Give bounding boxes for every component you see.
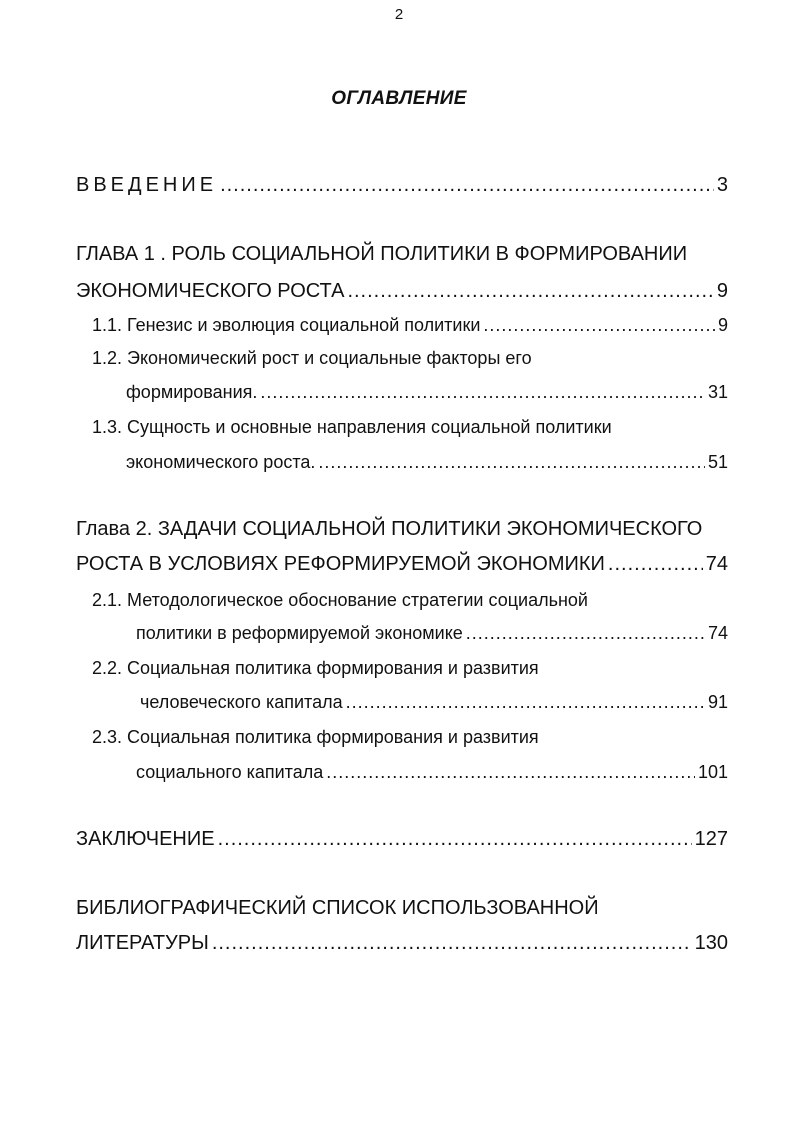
section-1-2-line1: 1.2. Экономический рост и социальные факторы его (92, 348, 532, 368)
toc-entry-section-2-1[interactable] (136, 621, 728, 645)
toc-entry-conclusion[interactable] (76, 827, 728, 851)
toc-page-number: 74 (707, 623, 728, 643)
leader-dots (220, 173, 714, 197)
toc-entry-text: экономического роста. (126, 452, 316, 472)
section-2-3-line1: 2.3. Социальная политика формирования и развития (92, 727, 539, 747)
toc-entry-intro[interactable] (76, 173, 728, 197)
toc-entry-text: РОСТА В УСЛОВИЯХ РЕФОРМИРУЕМОЙ ЭКОНОМИКИ (76, 553, 605, 575)
toc-entry-text: ЛИТЕРАТУРЫ (76, 932, 209, 954)
toc-entry-text: 1.1. Генезис и эволюция социальной политики (92, 315, 481, 335)
leader-dots (260, 380, 705, 404)
toc-entry-bibliography[interactable] (76, 931, 728, 955)
toc-entry-chapter2[interactable] (76, 552, 728, 576)
toc-entry-text: человеческого капитала (140, 692, 343, 712)
section-2-2-line1: 2.2. Социальная политика формирования и развития (92, 658, 539, 678)
toc-page-number: 101 (697, 762, 728, 782)
leader-dots (318, 450, 705, 474)
leader-dots (483, 313, 715, 337)
toc-entry-text: формирования. (126, 382, 258, 402)
leader-dots (346, 690, 705, 714)
leader-dots (608, 552, 703, 576)
chapter1-heading-line1: ГЛАВА 1 . РОЛЬ СОЦИАЛЬНОЙ ПОЛИТИКИ В ФОРМИРОВАНИИ (76, 243, 688, 265)
toc-entry-text: ВВЕДЕНИЕ (76, 174, 218, 196)
toc-entry-chapter1[interactable] (76, 279, 728, 303)
toc-page-number: 9 (716, 280, 728, 302)
toc-entry-section-2-2[interactable] (140, 690, 728, 714)
leader-dots (212, 931, 692, 955)
toc-page-number: 51 (707, 452, 728, 472)
leader-dots (347, 279, 713, 303)
toc-page-number: 31 (707, 382, 728, 402)
leader-dots (218, 827, 692, 851)
page-number: 2 (394, 6, 404, 23)
toc-entry-section-1-1[interactable] (92, 313, 728, 337)
toc-entry-section-1-3[interactable] (126, 450, 728, 474)
leader-dots (326, 760, 695, 784)
toc-entry-section-1-2[interactable] (126, 380, 728, 404)
toc-page-number: 91 (707, 692, 728, 712)
leader-dots (466, 621, 705, 645)
toc-page-number: 130 (694, 932, 728, 954)
toc-entry-text: ЭКОНОМИЧЕСКОГО РОСТА (76, 280, 345, 302)
bibliography-heading-line1: БИБЛИОГРАФИЧЕСКИЙ СПИСОК ИСПОЛЬЗОВАННОЙ (76, 897, 599, 919)
toc-title: ОГЛАВЛЕНИЕ (331, 88, 467, 109)
section-1-3-line1: 1.3. Сущность и основные направления социальной политики (92, 417, 612, 437)
toc-page-number: 3 (716, 174, 728, 196)
toc-page-number: 74 (705, 553, 728, 575)
toc-entry-text: ЗАКЛЮЧЕНИЕ (76, 828, 215, 850)
toc-entry-text: политики в реформируемой экономике (136, 623, 463, 643)
toc-page-number: 9 (717, 315, 728, 335)
toc-page-number: 127 (694, 828, 728, 850)
toc-entry-text: социального капитала (136, 762, 324, 782)
toc-entry-section-2-3[interactable] (136, 760, 728, 784)
section-2-1-line1: 2.1. Методологическое обоснование стратегии социальной (92, 590, 588, 610)
chapter2-heading-line1: Глава 2. ЗАДАЧИ СОЦИАЛЬНОЙ ПОЛИТИКИ ЭКОНОМИЧЕСКОГО (76, 518, 703, 540)
